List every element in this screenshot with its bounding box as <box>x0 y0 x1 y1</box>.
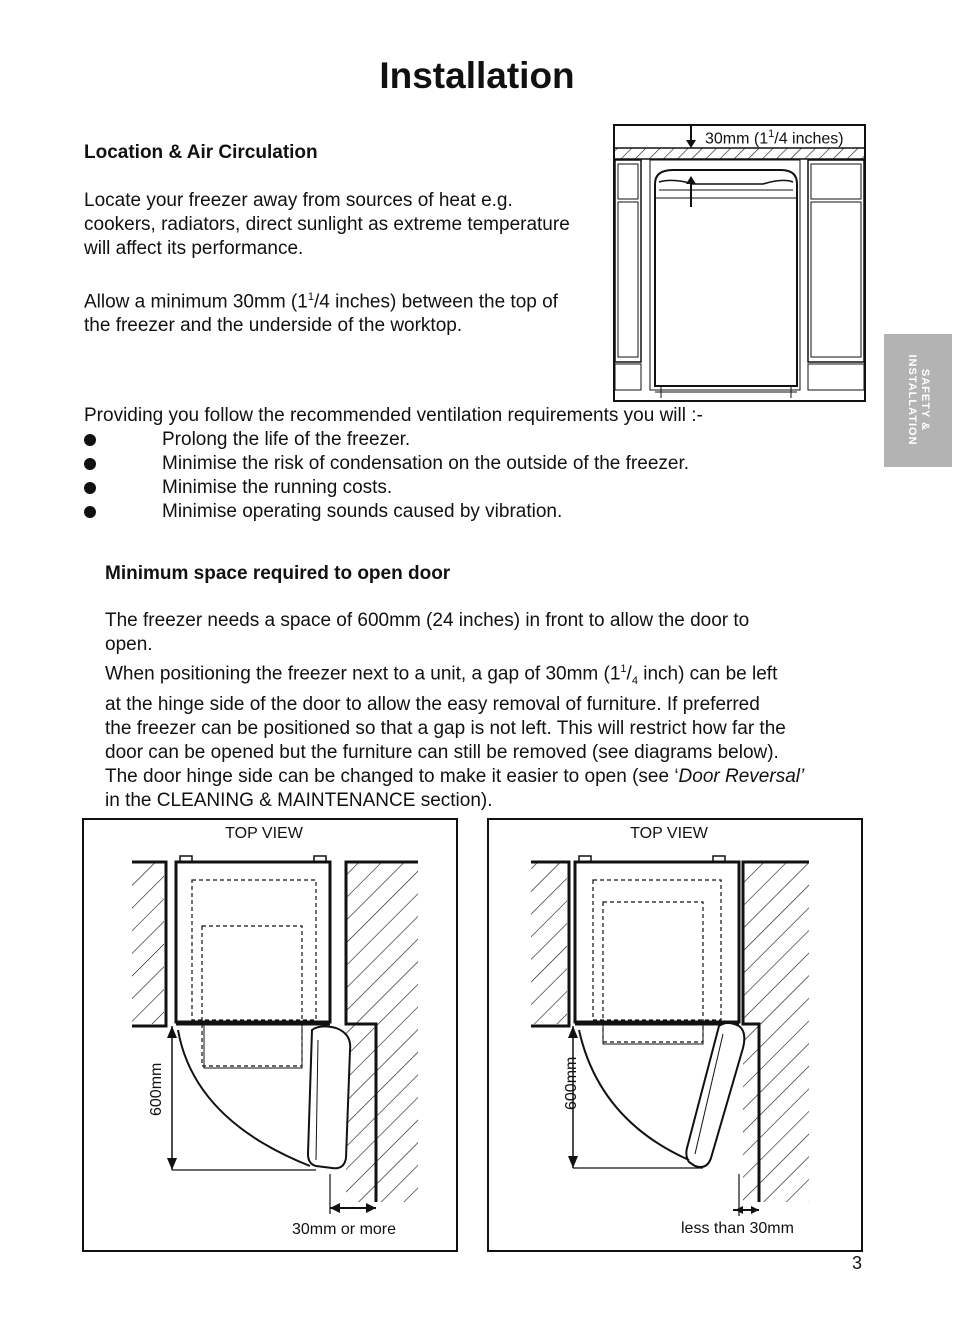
bullet-dot <box>84 506 96 518</box>
gap-label-text: 30mm (1 <box>705 130 769 148</box>
door-line: at the hinge side of the door to allow the easy removal of furniture. If preferred <box>105 694 760 716</box>
diagram-caption: 30mm or more <box>292 1221 397 1238</box>
gap-label-sup: 1 <box>768 128 775 140</box>
freezer-under-worktop-figure <box>613 124 866 402</box>
gap-label-text: /4 inches) <box>774 130 844 148</box>
page-number: 3 <box>852 1253 863 1273</box>
para1-line: cookers, radiators, direct sunlight as extreme temperature <box>84 214 570 235</box>
side-tab-line-2: INSTALLATION <box>906 354 918 446</box>
door-line <box>105 657 865 693</box>
location-heading: Location & Air Circulation <box>84 142 318 163</box>
bullet-text: Minimise the risk of condensation on the outside of the freezer. <box>162 453 690 474</box>
freezer-under-worktop-drawing <box>613 124 866 402</box>
door-space-heading: Minimum space required to open door <box>105 563 451 584</box>
door-line-text: When positioning the freezer next to a unit, a gap of 30mm (1 <box>105 663 621 685</box>
bullet-text: Minimise the running costs. <box>162 477 393 498</box>
location-paragraph-1 <box>84 189 614 261</box>
side-tab-line-1: SAFETY & <box>919 368 931 432</box>
bullet-dot <box>84 458 96 470</box>
dimension-600mm-label: 600mm <box>148 1062 165 1116</box>
bullet-text: Minimise operating sounds caused by vibration. <box>162 501 563 522</box>
top-view-diagram-gap <box>82 818 458 1252</box>
door-line-text: The door hinge side can be changed to make it easier to open (see ‘ <box>105 766 679 788</box>
para2-sup: 1 <box>307 291 314 303</box>
para2-line: the freezer and the underside of the worktop. <box>84 315 463 337</box>
para2-text: Allow a minimum 30mm (1 <box>84 291 308 313</box>
ventilation-intro: Providing you follow the recommended ventilation requirements you will :- <box>84 405 703 426</box>
side-tab-label <box>905 354 931 445</box>
door-line: door can be opened but the furniture can still be removed (see diagrams below). <box>105 742 779 764</box>
para2-text: /4 inches) between the top of <box>313 291 558 313</box>
door-line-sub: 4 <box>631 675 638 688</box>
door-line: The freezer needs a space of 600mm (24 inches) in front to allow the door to <box>105 610 750 631</box>
door-line: in the CLEANING & MAINTENANCE section). <box>105 790 493 812</box>
top-view-drawing-no-gap <box>489 820 861 1250</box>
para1-line: will affect its performance. <box>84 238 304 259</box>
door-reversal-reference: Door Reversal’ <box>678 766 805 788</box>
door-line: open. <box>105 634 153 655</box>
dimension-600mm-label: 600mm <box>563 1056 580 1110</box>
door-space-paragraph <box>105 609 865 813</box>
page-title: Installation <box>379 55 575 96</box>
door-line: the freezer can be positioned so that a gap is not left. This will restrict how far the <box>105 718 786 740</box>
diagram-caption: less than 30mm <box>681 1220 794 1237</box>
diagram-title: TOP VIEW <box>630 825 708 842</box>
door-line-sup: 1 <box>620 663 627 675</box>
section-side-tab <box>884 334 952 467</box>
bullet-dot <box>84 434 96 446</box>
bullet-dot <box>84 482 96 494</box>
door-line-text: inch) can be left <box>637 663 778 685</box>
bullet-text: Prolong the life of the freezer. <box>162 429 411 450</box>
para1-line: Locate your freezer away from sources of heat e.g. <box>84 190 513 211</box>
door-line-text: / <box>626 663 632 685</box>
location-paragraph-2 <box>84 285 614 338</box>
gap-30mm-label <box>705 128 844 148</box>
top-view-diagram-no-gap <box>487 818 863 1252</box>
diagram-title: TOP VIEW <box>225 825 303 842</box>
door-line <box>105 765 865 789</box>
top-view-drawing-gap <box>84 820 456 1250</box>
